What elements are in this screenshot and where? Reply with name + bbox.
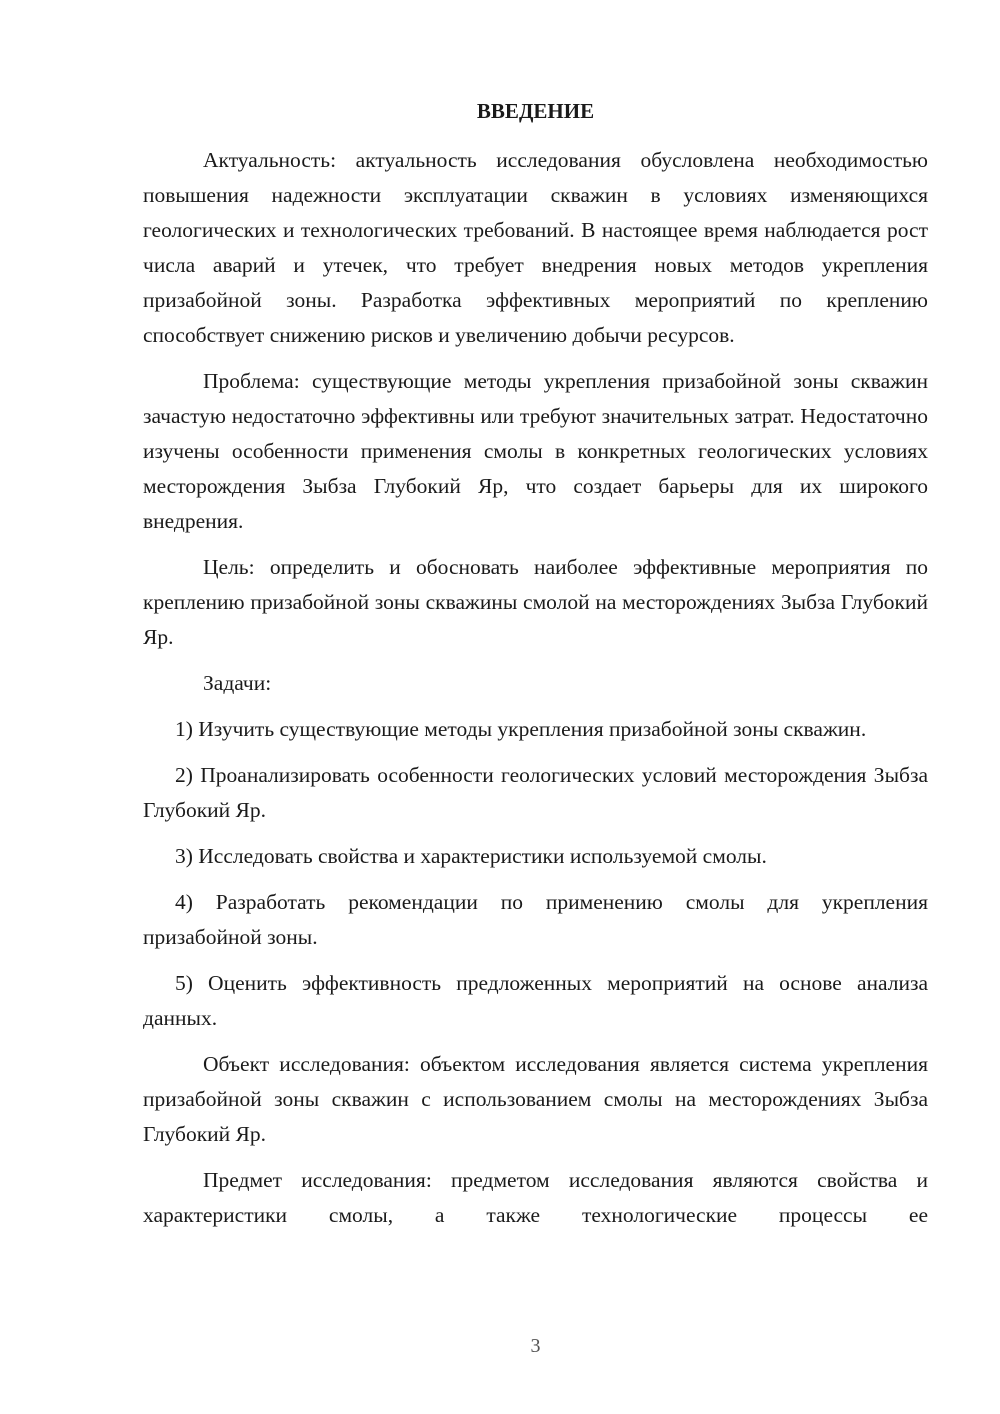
paragraph-relevance: Актуальность: актуальность исследования обусловлена необходимостью повышения надежности эксплуатации скважин в условиях изменяющихся геологических и технологических требований. В настоящее время наблюдается рост числа аварий и утечек, что требует внедрения новых методов укрепления призабойной зоны. Разработка эффективных мероприятий по креплению способствует снижению рисков и увеличению добычи ресурсов. [143, 148, 928, 347]
task-item: 3) Исследовать свойства и характеристики используемой смолы. [175, 844, 767, 868]
task-item: 1) Изучить существующие методы укрепления призабойной зоны скважин. [175, 717, 867, 741]
page-number: 3 [530, 1335, 541, 1357]
task-item: 4) Разработать рекомендации по применению смолы для укрепления призабойной зоны. [143, 890, 928, 949]
document-page [143, 0, 928, 1414]
paragraph-subject: Предмет исследования: предметом исследования являются свойства и характеристики смолы, а также технологические процессы ее [143, 1168, 928, 1227]
tasks-label: Задачи: [203, 671, 272, 695]
task-item: 5) Оценить эффективность предложенных мероприятий на основе анализа данных. [143, 971, 928, 1030]
section-heading: ВВЕДЕНИЕ [476, 99, 595, 123]
task-item: 2) Проанализировать особенности геологических условий месторождения Зыбза Глубокий Яр. [143, 763, 928, 822]
paragraph-problem: Проблема: существующие методы укрепления призабойной зоны скважин зачастую недостаточно эффективны или требуют значительных затрат. Недостаточно изучены особенности применения смолы в конкретных геологических условиях месторождения Зыбза Глубокий Яр, что создает барьеры для их широкого внедрения. [143, 369, 928, 533]
paragraph-goal: Цель: определить и обосновать наиболее эффективные мероприятия по креплению призабойной зоны скважины смолой на месторождениях Зыбза Глубокий Яр. [143, 555, 928, 649]
document-body [143, 143, 928, 1233]
paragraph-object: Объект исследования: объектом исследования является система укрепления призабойной зоны скважин с использованием смолы на месторождениях Зыбза Глубокий Яр. [143, 1052, 928, 1146]
